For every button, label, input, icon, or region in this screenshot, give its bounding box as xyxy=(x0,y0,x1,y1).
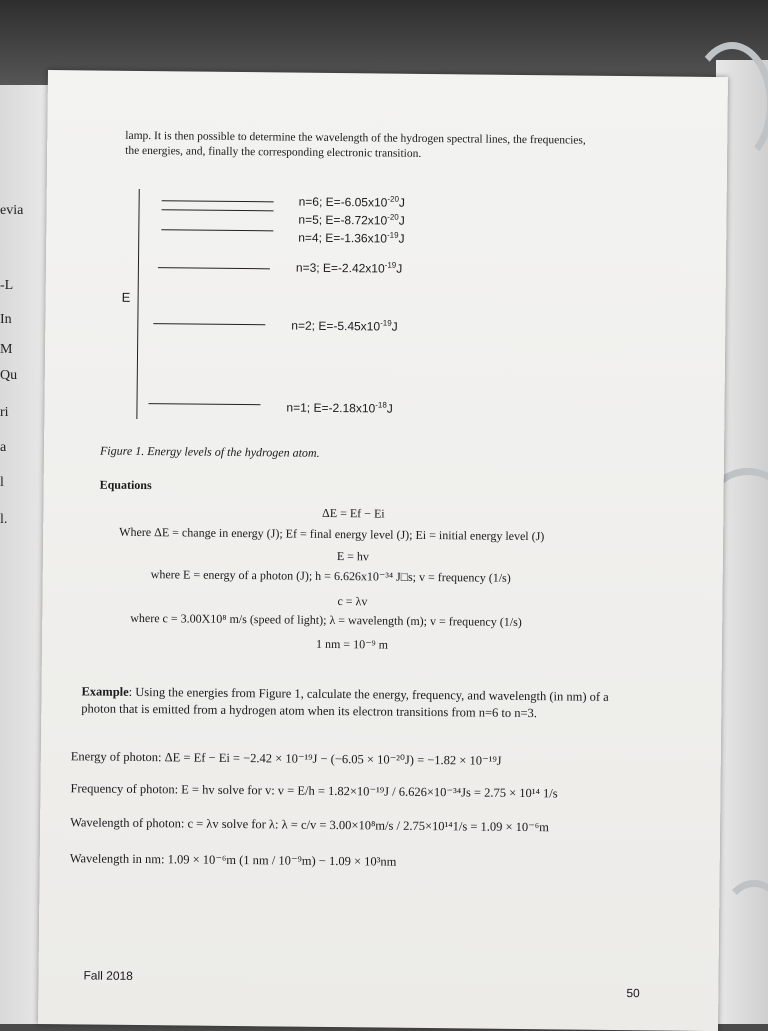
document-page xyxy=(38,70,728,1031)
footer-term: Fall 2018 xyxy=(83,968,133,983)
level-label-n3: n=3; $E=-2.42x10^{-19}J$ xyxy=(295,260,403,276)
energy-axis xyxy=(136,189,139,419)
equation-c-lv: c = λv xyxy=(337,594,368,609)
level-label-n4: n=4; $E=-1.36x10^{-19}J$ xyxy=(298,230,405,246)
page-number: 50 xyxy=(626,986,640,1001)
left-fragment: ri xyxy=(0,405,9,420)
calc-wavelength-nm: Wavelength in nm: 1.09 × 10⁻⁶m (1 nm / 10⁻⁹m) − 1.09 × 10³nm xyxy=(69,851,397,869)
left-fragment: evia xyxy=(0,203,24,218)
equation-delta-e: ΔE = Ef − Ei xyxy=(322,505,385,521)
equation-nm-conversion: 1 nm = 10⁻⁹ m xyxy=(315,636,389,652)
equation-e-hv: E = hv xyxy=(336,549,370,564)
equation-c-lv-description: where c = 3.00X10⁸ m/s (speed of light); λ = wavelength (m); v = frequency (1/s) xyxy=(130,610,522,629)
level-label-n1: n=1; $E=-2.18x10^{-18}J$ xyxy=(286,400,393,416)
level-line-n4 xyxy=(161,229,273,231)
calc-energy: Energy of photon: ΔE = Ef − Ei = −2.42 × 10⁻¹⁹J − (−6.05 × 10⁻²⁰J) = −1.82 × 10⁻¹⁹J xyxy=(70,749,502,768)
level-line-n1 xyxy=(149,403,261,405)
example-paragraph xyxy=(81,683,641,723)
level-label-n6: n=6; $E=-6.05x10^{-20}J$ xyxy=(298,194,405,210)
equation-e-hv-description: where E = energy of a photon (J); h = 6.626x10⁻³⁴ J□s; v = frequency (1/s) xyxy=(150,567,511,585)
calc-frequency: Frequency of photon: E = hv solve for v: v = E/h = 1.82×10⁻¹⁹J / 6.626×10⁻³⁴Js = 2.75 × 10¹⁴ 1/s xyxy=(70,781,558,801)
figure-caption: Figure 1. Energy levels of the hydrogen atom. xyxy=(99,443,320,460)
left-fragment: -L xyxy=(0,278,14,293)
level-line-n5 xyxy=(162,209,274,211)
level-label-n2: n=2; $E=-5.45x10^{-19}J$ xyxy=(291,318,398,334)
left-fragment: M xyxy=(0,342,13,357)
energy-axis-label: E xyxy=(121,289,131,305)
left-fragment: a xyxy=(0,440,7,455)
intro-text: lamp. It is then possible to determine the wavelength of the hydrogen spectral lines, the frequencies, the energies, and, finally the corresponding electronic transition. xyxy=(125,129,586,160)
calc-wavelength: Wavelength of photon: c = λv solve for λ: λ = c/v = 3.00×10⁸m/s / 2.75×10¹⁴1/s = 1.09 × 10⁻⁶m xyxy=(70,815,549,835)
example-text: : Using the energies from Figure 1, calculate the energy, frequency, and wavelength (in nm) of a photon that is emitted from a hydrogen atom when its electron transitions from n=6 to n=3. xyxy=(81,684,609,721)
level-label-n5: n=5; $E=-8.72x10^{-20}J$ xyxy=(298,212,405,228)
equation-delta-e-description: Where ΔE = change in energy (J); Ef = final energy level (J); Ei = initial energy level (J) xyxy=(119,524,545,544)
left-fragment: Qu xyxy=(0,368,18,383)
level-line-n2 xyxy=(153,323,265,325)
left-fragment: l. xyxy=(0,512,8,527)
left-fragment: l xyxy=(0,475,4,490)
level-line-n6 xyxy=(162,200,274,202)
equations-heading: Equations xyxy=(99,477,152,493)
level-line-n3 xyxy=(158,267,270,269)
left-fragment: In xyxy=(0,312,12,327)
example-label: Example xyxy=(81,684,129,699)
